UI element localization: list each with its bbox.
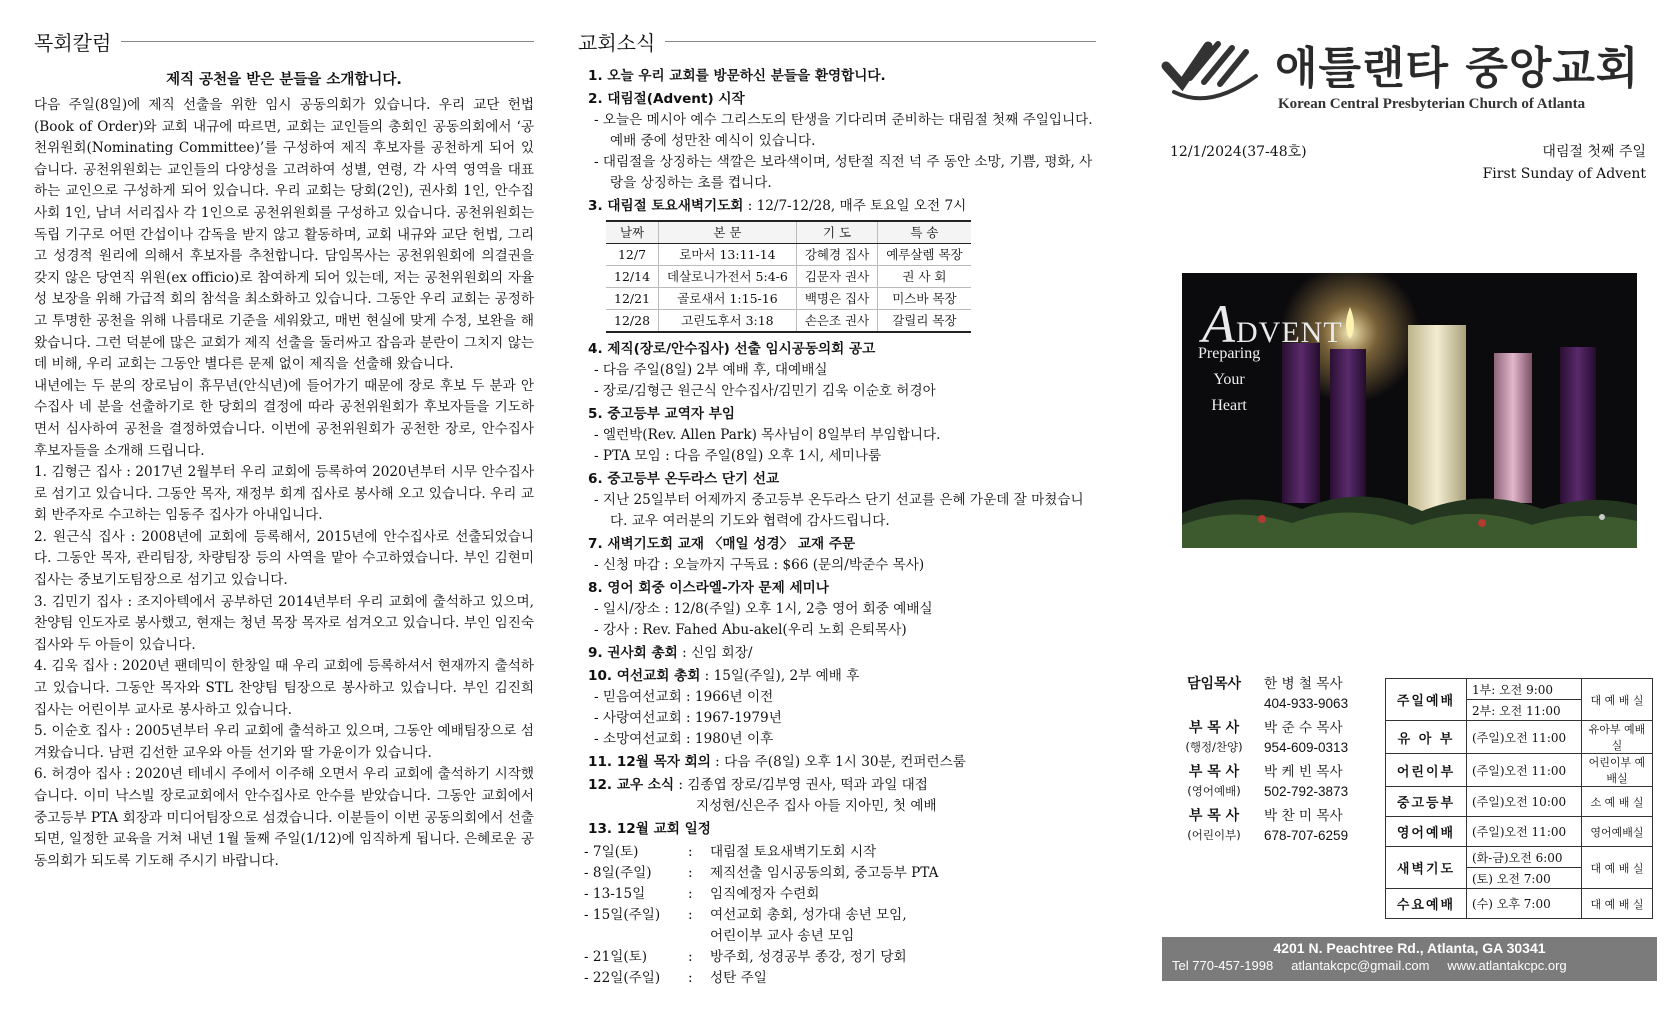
worship-time: (주일)오전 11:00 bbox=[1467, 721, 1582, 754]
news-item-detail: : 김종엽 장로/김부영 권사, 떡과 과일 대접 bbox=[674, 777, 928, 793]
news-item-heading bbox=[588, 339, 1096, 360]
pastor-role bbox=[1170, 807, 1258, 845]
schedule-separator bbox=[688, 926, 710, 947]
news-item-title: 10. 여선교회 총회 bbox=[588, 668, 701, 684]
news-item-heading bbox=[588, 578, 1096, 599]
prayer-cell: 12/14 bbox=[606, 266, 659, 288]
worship-name: 수요예배 bbox=[1386, 889, 1467, 919]
worship-name: 어린이부 bbox=[1386, 754, 1467, 787]
church-news bbox=[578, 24, 1096, 989]
pastor-name: 박 케 빈 목사 bbox=[1264, 764, 1343, 780]
pastoral-paragraph: 4. 김욱 집사 : 2020년 팬데믹이 한창일 때 우리 교회에 등록하셔서 현재까지 출석하고 있습니다. 그동안 목자와 STL 찬양팀 팀장으로 봉사하고 있습니다. 부인 김진희 집사는 어린이부 교사로 봉사하고 있습니다. bbox=[34, 658, 534, 718]
news-item-heading bbox=[588, 66, 1096, 87]
news-item-title: 9. 권사회 총회 bbox=[588, 645, 678, 661]
news-item-heading bbox=[588, 775, 1096, 796]
sunday-title-english: First Sunday of Advent bbox=[1482, 166, 1646, 182]
prayer-col-header: 특 송 bbox=[878, 221, 971, 244]
tagline-line: Heart bbox=[1211, 397, 1247, 414]
pastor-entry bbox=[1170, 675, 1398, 713]
prayer-col-header: 본 문 bbox=[659, 221, 797, 244]
schedule-separator: : bbox=[688, 970, 693, 986]
prayer-table-header bbox=[606, 221, 971, 244]
church-website[interactable]: www.atlantakcpc.org bbox=[1447, 958, 1567, 973]
prayer-col-header: 날짜 bbox=[606, 221, 659, 244]
schedule-day bbox=[584, 926, 688, 947]
worship-row bbox=[1386, 787, 1653, 817]
news-item-title: 2. 대림절(Advent) 시작 bbox=[588, 91, 745, 107]
pastoral-title: 제직 공천을 받은 분들을 소개합니다. bbox=[166, 72, 402, 88]
prayer-schedule-table bbox=[606, 220, 971, 333]
bulletin-date: 12/1/2024(37-48호) bbox=[1170, 144, 1307, 160]
worship-name: 유 아 부 bbox=[1386, 721, 1467, 754]
worship-place: 대 예 배 실 bbox=[1582, 847, 1653, 889]
pastoral-paragraph: 3. 김민기 집사 : 조지아텍에서 공부하던 2014년부터 우리 교회에 출석하고 있으며, 찬양팀 인도자로 봉사했고, 현재는 청년 목장 목자로 섬겨오고 있습니다. 부인 임진숙 집사와 두 아들이 있습니다. bbox=[34, 593, 534, 653]
pastoral-paragraph: 1. 김형근 집사 : 2017년 2월부터 우리 교회에 등록하여 2020년부터 시무 안수집사로 섬기고 있습니다. 그동안 목자, 재정부 회계 집사로 봉사해 오고 있습니다. 우리 교회 반주자로 수고하는 임동주 집사가 아내입니다. bbox=[34, 464, 534, 524]
advent-candles-image bbox=[1182, 273, 1637, 548]
schedule-event: 성탄 주일 bbox=[710, 970, 767, 986]
pastor-contact bbox=[1258, 719, 1398, 757]
pastoral-paragraph: 6. 허경아 집사 : 2020년 테네시 주에서 이주해 오면서 우리 교회에 출석하기 시작했습니다. 이미 낙스빌 장로교회에서 안수집사로 안수를 받았습니다. 그동안 교회에서 중고등부 PTA 회장과 미디어팀장으로 섬겼습니다. 이분들이 이번 공동의회에서 선출되면, 일정한 교육을 거쳐 내년 1월 둘째 주일(1/12)에 임직하게 됩니다. 은혜로운 공동의회가 되도록 기도해 주시기 바랍니다. bbox=[34, 766, 534, 869]
table-row bbox=[606, 310, 971, 333]
news-item bbox=[588, 89, 1096, 194]
contact-line bbox=[1162, 958, 1657, 973]
pastor-contact bbox=[1258, 807, 1398, 845]
news-item-title: 12. 교우 소식 bbox=[588, 777, 675, 793]
prayer-cell: 골로새서 1:15-16 bbox=[659, 288, 797, 310]
worship-time: (수) 오후 7:00 bbox=[1467, 889, 1582, 919]
prayer-cell: 예루살렘 목장 bbox=[878, 244, 971, 266]
tagline-line: Preparing bbox=[1198, 345, 1261, 362]
pastor-role-title: 부 목 사 bbox=[1188, 764, 1240, 780]
news-item-heading bbox=[588, 752, 1096, 773]
news-item-detail: : 다음 주(8일) 오후 1시 30분, 컨퍼런스룸 bbox=[710, 754, 966, 770]
worship-place: 대 예 배 실 bbox=[1582, 889, 1653, 919]
column-overlay bbox=[1150, 0, 1660, 1020]
pastor-contact bbox=[1258, 763, 1398, 801]
schedule-day: - 7일(토) bbox=[584, 844, 639, 860]
news-item bbox=[588, 775, 1096, 817]
worship-time: (주일)오전 10:00 bbox=[1467, 787, 1582, 817]
pastor-role-sub: (어린이부) bbox=[1187, 828, 1241, 842]
schedule-event: 제직선출 임시공동의회, 중고등부 PTA bbox=[710, 865, 939, 881]
news-item-title: 5. 중고등부 교역자 부임 bbox=[588, 406, 736, 422]
news-item-continuation: 지성현/신은주 집사 아들 지아민, 첫 예배 bbox=[696, 798, 937, 814]
news-item bbox=[588, 578, 1096, 641]
pastor-entry bbox=[1170, 763, 1398, 801]
schedule-separator: : bbox=[688, 949, 693, 965]
worship-times-table bbox=[1385, 678, 1653, 919]
december-schedule bbox=[578, 842, 1096, 989]
schedule-day: - 22일(주일) bbox=[584, 970, 661, 986]
advent-tagline bbox=[1198, 341, 1260, 419]
worship-time: (주일)오전 11:00 bbox=[1467, 754, 1582, 787]
pastoral-body bbox=[34, 95, 534, 872]
heading-rule bbox=[665, 41, 1096, 42]
news-item-detail: : 15일(주일), 2부 예배 후 bbox=[700, 668, 860, 684]
news-item-heading bbox=[588, 469, 1096, 490]
schedule-day: - 8일(주일) bbox=[584, 865, 652, 881]
pastoral-column bbox=[34, 24, 534, 872]
prayer-cell: 손은조 권사 bbox=[796, 310, 877, 333]
church-email[interactable]: atlantakcpc@gmail.com bbox=[1291, 958, 1430, 973]
pastor-role bbox=[1170, 763, 1258, 801]
schedule-event: 방주회, 성경공부 종강, 정기 당회 bbox=[710, 949, 907, 965]
prayer-cell: 고린도후서 3:18 bbox=[659, 310, 797, 333]
worship-time: 2부: 오전 11:00 bbox=[1467, 700, 1582, 721]
table-row bbox=[606, 244, 971, 266]
pastoral-paragraph: 다음 주일(8일)에 제직 선출을 위한 임시 공동의회가 있습니다. 우리 교단 헌법(Book of Order)와 교회 내규에 따르면, 교회는 교인들의 총회인 공동의회에서 ‘공천위원회(Nominating Committee)’를 구성하여 제직 후보자를 공천하게 되어 있습니다. 공천위원회는 교인들의 다양성을 고려하여 성별, 연령, 각 사역 영역을 대표하는 교인으로 구성하게 되어 있습니다. 우리 교회는 당회(2인), 권사회 1인, 안수집사회 1인, 남녀 서리집사 각 1인으로 공천위원회를 구성하고 있습니다. 공천위원회는 독립 기구로 어떤 간섭이나 감독을 받지 않고 활동하며, 교회 내규와 교단 헌법, 그리고 성경적 원리에 의해서 후보자를 추천합니다. 담임목사는 공천위원회에 의결권을 갖지 않은 당연직 위원(ex officio)로 참여하게 되어 있는데, 저는 공천위원회의 자율성 보장을 위해 가급적 회의 참석을 최소화하고 있습니다. 그동안 우리 교회는 공정하고 투명한 공천을 위해 나름대로 기준을 세워왔고, 매번 현실에 맞게 수정, 보완을 해 왔습니다. 그런 덕분에 많은 교회가 제직 선출을 둘러싸고 잡음과 분란이 그치지 않는 데 비해, 우리 교회는 그동안 별다른 문제 없이 제직을 선출해 왔습니다. bbox=[34, 97, 534, 373]
news-item-line: - 대림절을 상징하는 색깔은 보라색이며, 성탄절 직전 넉 주 동안 소망, 기쁨, 평화, 사랑을 상징하는 초를 켭니다. bbox=[594, 154, 1093, 191]
pastor-phone: 404-933-9063 bbox=[1264, 696, 1349, 711]
pastor-name: 박 찬 미 목사 bbox=[1264, 808, 1343, 824]
church-name-korean: 애틀랜타 중앙교회 bbox=[1275, 43, 1640, 94]
worship-row bbox=[1386, 721, 1653, 754]
worship-place: 어린이부 예배실 bbox=[1582, 754, 1653, 787]
sunday-title-korean: 대림절 첫째 주일 bbox=[1542, 144, 1646, 160]
news-item-title: 7. 새벽기도회 교재 〈매일 성경〉 교재 주문 bbox=[588, 536, 856, 552]
heading-rule bbox=[121, 41, 534, 42]
worship-row bbox=[1386, 754, 1653, 787]
prayer-cell: 권 사 회 bbox=[878, 266, 971, 288]
news-item-heading bbox=[588, 196, 1096, 217]
pastor-phone: 678-707-6259 bbox=[1264, 828, 1349, 843]
prayer-col-header: 기 도 bbox=[796, 221, 877, 244]
worship-place: 영어예배실 bbox=[1582, 817, 1653, 847]
table-row bbox=[606, 266, 971, 288]
news-item-line: - 오늘은 메시아 예수 그리스도의 탄생을 기다리며 준비하는 대림절 첫째 주일입니다. 예배 중에 성만찬 예식이 있습니다. bbox=[594, 112, 1093, 149]
pastor-role bbox=[1170, 719, 1258, 757]
news-item-line: - 강사 : Rev. Fahed Abu-akel(우리 노회 은퇴목사) bbox=[594, 622, 907, 638]
pastor-list bbox=[1170, 675, 1398, 851]
worship-row bbox=[1386, 889, 1653, 919]
pastor-role-sub: (영어예배) bbox=[1187, 784, 1241, 798]
news-item-heading bbox=[588, 534, 1096, 555]
news-item-title: 1. 오늘 우리 교회를 방문하신 분들을 환영합니다. bbox=[588, 68, 886, 84]
worship-time: (토) 오전 7:00 bbox=[1467, 868, 1582, 889]
contact-footer bbox=[1162, 937, 1657, 981]
news-heading bbox=[578, 24, 1096, 58]
prayer-cell: 강혜경 집사 bbox=[796, 244, 877, 266]
news-item-title: 8. 영어 회중 이스라엘-가자 문제 세미나 bbox=[588, 580, 829, 596]
worship-name: 새벽기도 bbox=[1386, 847, 1467, 889]
worship-row bbox=[1386, 817, 1653, 847]
news-item-line: - 신청 마감 : 오늘까지 구독료 : $66 (문의/박준수 목사) bbox=[594, 557, 925, 573]
pastor-role-title: 부 목 사 bbox=[1188, 808, 1240, 824]
prayer-cell: 12/7 bbox=[606, 244, 659, 266]
prayer-cell: 김문자 권사 bbox=[796, 266, 877, 288]
pastor-entry bbox=[1170, 719, 1398, 757]
schedule-separator: : bbox=[688, 886, 693, 902]
news-item-detail: : 신임 회장/ bbox=[677, 645, 753, 661]
prayer-cell: 데살로니가전서 5:4-6 bbox=[659, 266, 797, 288]
worship-place: 대 예 배 실 bbox=[1582, 679, 1653, 721]
advent-wordmark-rest: DVENT bbox=[1236, 316, 1343, 349]
news-item-title: 11. 12월 목자 회의 bbox=[588, 754, 711, 770]
schedule-event: 임직예정자 수련회 bbox=[710, 886, 820, 902]
news-item-heading bbox=[588, 643, 1096, 664]
prayer-cell: 12/21 bbox=[606, 288, 659, 310]
prayer-cell: 미스바 목장 bbox=[878, 288, 971, 310]
schedule-separator: : bbox=[688, 907, 693, 923]
worship-name: 영어예배 bbox=[1386, 817, 1467, 847]
news-item-detail: : 12/7-12/28, 매주 토요일 오전 7시 bbox=[743, 198, 967, 214]
prayer-cell: 로마서 13:11-14 bbox=[659, 244, 797, 266]
news-item-title: 4. 제직(장로/안수집사) 선출 임시공동의회 공고 bbox=[588, 341, 876, 357]
news-item-heading bbox=[588, 89, 1096, 110]
pastor-phone: 502-792-3873 bbox=[1264, 784, 1349, 799]
worship-name: 중고등부 bbox=[1386, 787, 1467, 817]
news-item-heading bbox=[588, 666, 1096, 687]
pastoral-paragraph: 내년에는 두 분의 장로님이 휴무년(안식년)에 들어가기 때문에 장로 후보 두 분과 안수집사 네 분을 선출하기로 한 당회의 결정에 따라 공천위원회가 후보자들을 기도하면서 심사하여 공천을 결정하였습니다. 이번에 공천위원회가 공천한 장로, 안수집사 후보자들을 소개해 드립니다. bbox=[34, 377, 534, 459]
news-item bbox=[588, 339, 1096, 402]
schedule-separator: : bbox=[688, 865, 693, 881]
church-name-english: Korean Central Presbyterian Church of Atlanta bbox=[1278, 96, 1586, 112]
news-item bbox=[588, 752, 1096, 773]
schedule-event: 여선교회 총회, 성가대 송년 모임, bbox=[710, 907, 907, 923]
schedule-day: - 21일(토) bbox=[584, 949, 648, 965]
news-item-line: - 소망여선교회 : 1980년 이후 bbox=[594, 731, 774, 747]
news-item-title: 13. 12월 교회 일정 bbox=[588, 821, 711, 837]
worship-row bbox=[1386, 679, 1653, 700]
table-row bbox=[606, 288, 971, 310]
prayer-cell: 갈릴리 목장 bbox=[878, 310, 971, 333]
pastoral-paragraph: 2. 원근식 집사 : 2008년에 교회에 등록해서, 2015년에 안수집사로 선출되었습니다. 그동안 목자, 관리팀장, 차량팀장 등의 사역을 맡아 수고하였습니다. 부인 김현미 집사는 중보기도팀장으로 섬기고 있습니다. bbox=[34, 528, 534, 589]
pastor-role-title: 담임목사 bbox=[1186, 676, 1242, 692]
news-item-line: - 지난 25일부터 어제까지 중고등부 온두라스 단기 선교를 은혜 가운데 잘 마쳤습니다. 교우 여러분의 기도와 협력에 감사드립니다. bbox=[594, 492, 1084, 529]
worship-time: 1부: 오전 9:00 bbox=[1467, 679, 1582, 700]
church-phone: Tel 770-457-1998 bbox=[1172, 958, 1274, 973]
pastoral-paragraph: 5. 이순호 집사 : 2005년부터 우리 교회에 출석하고 있으며, 그동안 예배팀장으로 섬겨왔습니다. 남편 김선한 교우와 아들 선기와 딸 가윤이가 있습니다. bbox=[34, 723, 534, 761]
prayer-cell: 12/28 bbox=[606, 310, 659, 333]
schedule-event: 대림절 토요새벽기도회 시작 bbox=[710, 844, 877, 860]
news-item bbox=[588, 404, 1096, 467]
news-item bbox=[588, 196, 1096, 217]
worship-place: 유아부 예배실 bbox=[1582, 721, 1653, 754]
pastor-role bbox=[1170, 675, 1258, 713]
church-address: 4201 N. Peachtree Rd., Atlanta, GA 30341 bbox=[1273, 940, 1546, 956]
news-item-line: - 장로/김형근 원근식 안수집사/김민기 김욱 이순호 허경아 bbox=[594, 383, 936, 399]
pastor-entry bbox=[1170, 807, 1398, 845]
prayer-cell: 백명은 집사 bbox=[796, 288, 877, 310]
pastoral-heading-title: 목회칼럼 bbox=[34, 30, 112, 55]
news-item-heading bbox=[588, 404, 1096, 425]
worship-name: 주일예배 bbox=[1386, 679, 1467, 721]
news-item-line: - PTA 모임 : 다음 주일(8일) 오후 1시, 세미나룸 bbox=[594, 448, 882, 464]
schedule-day: - 15일(주일) bbox=[584, 907, 661, 923]
pastor-phone: 954-609-0313 bbox=[1264, 740, 1349, 755]
pastor-role-title: 부 목 사 bbox=[1188, 720, 1240, 736]
worship-time: (주일)오전 11:00 bbox=[1467, 817, 1582, 847]
news-item bbox=[588, 643, 1096, 664]
worship-row bbox=[1386, 847, 1653, 868]
news-item-line: - 일시/장소 : 12/8(주일) 오후 1시, 2층 영어 회중 예배실 bbox=[594, 601, 933, 617]
schedule-event: 어린이부 교사 송년 모임 bbox=[710, 928, 855, 944]
news-heading-title: 교회소식 bbox=[578, 30, 656, 55]
news-item bbox=[588, 666, 1096, 750]
news-item-line: - 사랑여선교회 : 1967-1979년 bbox=[594, 710, 782, 726]
news-item-line: - 엘런박(Rev. Allen Park) 목사님이 8일부터 부임합니다. bbox=[594, 427, 941, 443]
advent-wordmark-initial: A bbox=[1202, 294, 1236, 354]
worship-place: 소 예 배 실 bbox=[1582, 787, 1653, 817]
news-item bbox=[588, 469, 1096, 532]
worship-time: (화-금)오전 6:00 bbox=[1467, 847, 1582, 868]
news-item bbox=[588, 66, 1096, 87]
pastor-name: 박 준 수 목사 bbox=[1264, 720, 1343, 736]
pastor-role-sub: (행정/찬양) bbox=[1185, 740, 1243, 754]
tagline-line: Your bbox=[1213, 371, 1245, 388]
schedule-day: - 13-15일 bbox=[584, 886, 646, 902]
news-list bbox=[578, 66, 1096, 989]
news-item bbox=[588, 534, 1096, 576]
news-item bbox=[588, 819, 1096, 840]
pastor-contact bbox=[1258, 675, 1398, 713]
news-item-title: 6. 중고등부 온두라스 단기 선교 bbox=[588, 471, 780, 487]
news-item-line: - 믿음여선교회 : 1966년 이전 bbox=[594, 689, 774, 705]
pastor-name: 한 병 철 목사 bbox=[1264, 676, 1343, 692]
news-item-heading bbox=[588, 819, 1096, 840]
schedule-separator: : bbox=[688, 844, 693, 860]
pastoral-heading bbox=[34, 24, 534, 58]
news-item-title: 3. 대림절 토요새벽기도회 bbox=[588, 198, 744, 214]
news-item-line: - 다음 주일(8일) 2부 예배 후, 대예배실 bbox=[594, 362, 828, 378]
